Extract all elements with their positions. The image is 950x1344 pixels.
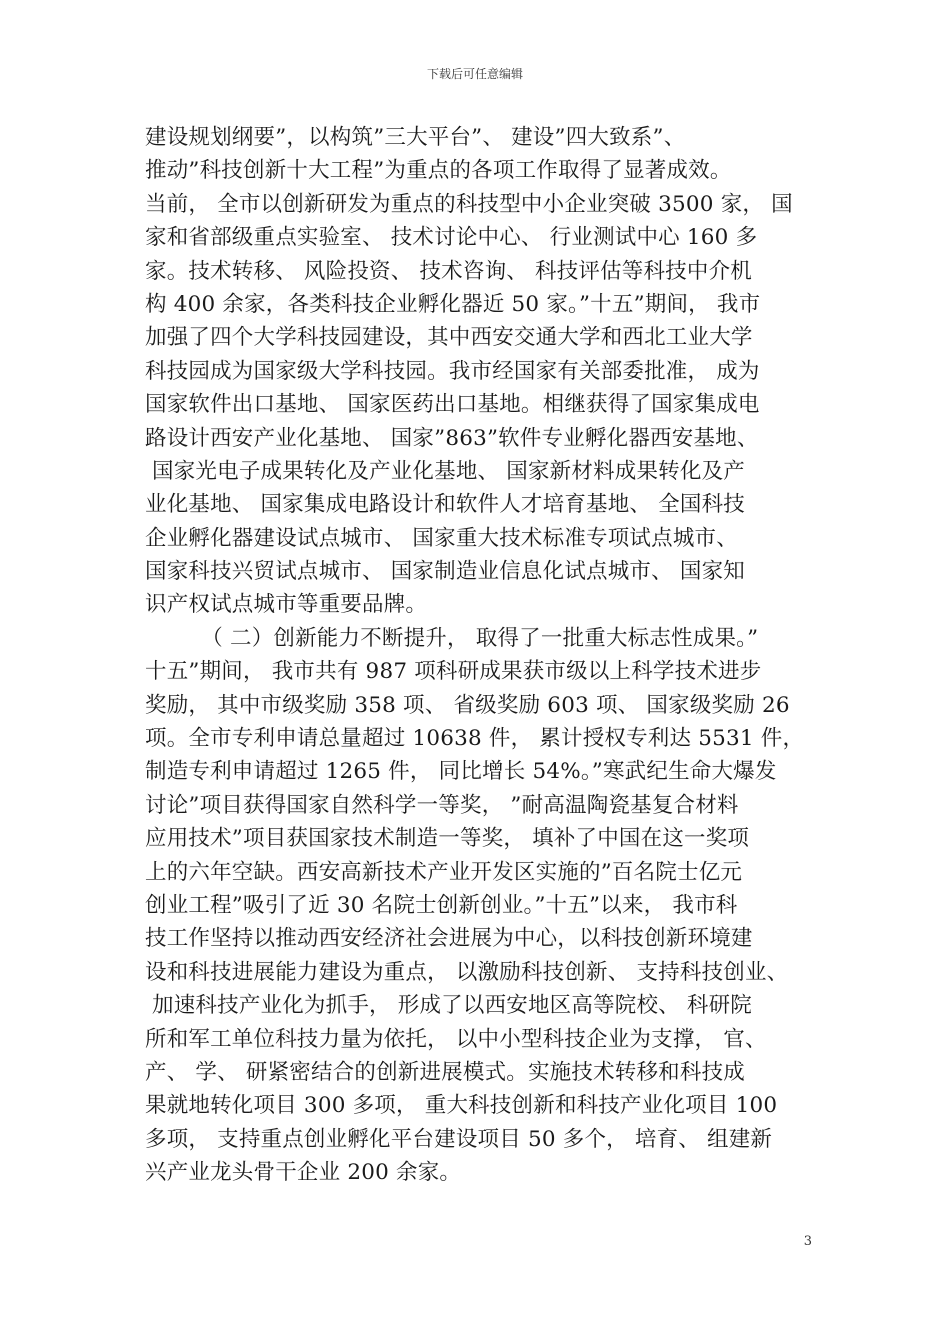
- text-line: 产、 学、 研紧密结合的创新进展模式。实施技术转移和科技成: [145, 1059, 745, 1085]
- text-line: 十五”期间， 我市共有 987 项科研成果获市级以上科学技术进步: [145, 659, 762, 685]
- text-line: 加强了四个大学科技园建设，其中西安交通大学和西北工业大学: [145, 325, 753, 351]
- text-line: 加速科技产业化为抓手， 形成了以西安地区高等院校、 科研院: [145, 993, 753, 1019]
- text-line: 技工作坚持以推动西安经济社会进展为中心，以科技创新环境建: [145, 926, 753, 952]
- text-line: 企业孵化器建设试点城市、 国家重大技术标准专项试点城市、: [145, 525, 738, 551]
- text-line: 国家光电子成果转化及产业化基地、 国家新材料成果转化及产: [145, 458, 745, 484]
- text-line: 家。技术转移、 风险投资、 技术咨询、 科技评估等科技中介机: [145, 258, 753, 284]
- text-line: 奖励， 其中市级奖励 358 项、 省级奖励 603 项、 国家级奖励 26: [145, 692, 790, 718]
- text-line: 上的六年空缺。西安高新技术产业开发区实施的”百名院士亿元: [145, 859, 743, 885]
- text-line: 识产权试点城市等重要品牌。: [145, 592, 428, 618]
- text-line: 业化基地、 国家集成电路设计和软件人才培育基地、 全国科技: [145, 492, 745, 518]
- body-text: [145, 121, 817, 1190]
- text-line: 家和省部级重点实验室、 技术讨论中心、 行业测试中心 160 多: [145, 225, 758, 251]
- text-line: 应用技术”项目获国家技术制造一等奖， 填补了中国在这一奖项: [145, 826, 750, 852]
- text-line: 国家软件出口基地、 国家医药出口基地。相继获得了国家集成电: [145, 392, 760, 418]
- text-line: 多项， 支持重点创业孵化平台建设项目 50 多个， 培育、 组建新: [145, 1126, 773, 1152]
- text-line: 讨论”项目获得国家自然科学一等奖， ”耐高温陶瓷基复合材料: [145, 792, 739, 818]
- text-line: 构 400 余家，各类科技企业孵化器近 50 家。”十五”期间， 我市: [145, 291, 761, 317]
- text-line: 制造专利申请超过 1265 件， 同比增长 54%。”寒武纪生命大爆发: [145, 759, 777, 785]
- text-line: 果就地转化项目 300 多项， 重大科技创新和科技产业化项目 100: [145, 1093, 778, 1119]
- page-header: 下载后可任意编辑: [426, 67, 523, 81]
- text-line: 所和军工单位科技力量为依托， 以中小型科技企业为支撑， 官、: [145, 1026, 767, 1052]
- text-line: 路设计西安产业化基地、 国家”863”软件专业孵化器西安基地、: [145, 425, 759, 451]
- paragraph-start-line: （ 二）创新能力不断提升， 取得了一批重大标志性成果。”: [145, 625, 759, 651]
- text-line: 兴产业龙头骨干企业 200 余家。: [145, 1160, 462, 1186]
- text-line: 建设规划纲要”，以构筑”三大平台”、 建设”四大致系”、: [145, 125, 686, 150]
- text-line: 推动”科技创新十大工程”为重点的各项工作取得了显著成效。: [145, 158, 732, 184]
- text-line: 国家科技兴贸试点城市、 国家制造业信息化试点城市、 国家知: [145, 559, 745, 585]
- page-number: 3: [803, 1234, 812, 1249]
- text-line: 当前， 全市以创新研发为重点的科技型中小企业突破 3500 家， 国: [145, 191, 793, 217]
- text-line: 创业工程”吸引了近 30 名院士创新创业。”十五”以来， 我市科: [145, 892, 738, 918]
- text-line: 设和科技进展能力建设为重点， 以激励科技创新、 支持科技创业、: [145, 959, 789, 985]
- text-line: 科技园成为国家级大学科技园。我市经国家有关部委批准， 成为: [145, 358, 760, 384]
- text-line: 项。全市专利申请总量超过 10638 件， 累计授权专利达 5531 件，: [145, 726, 805, 752]
